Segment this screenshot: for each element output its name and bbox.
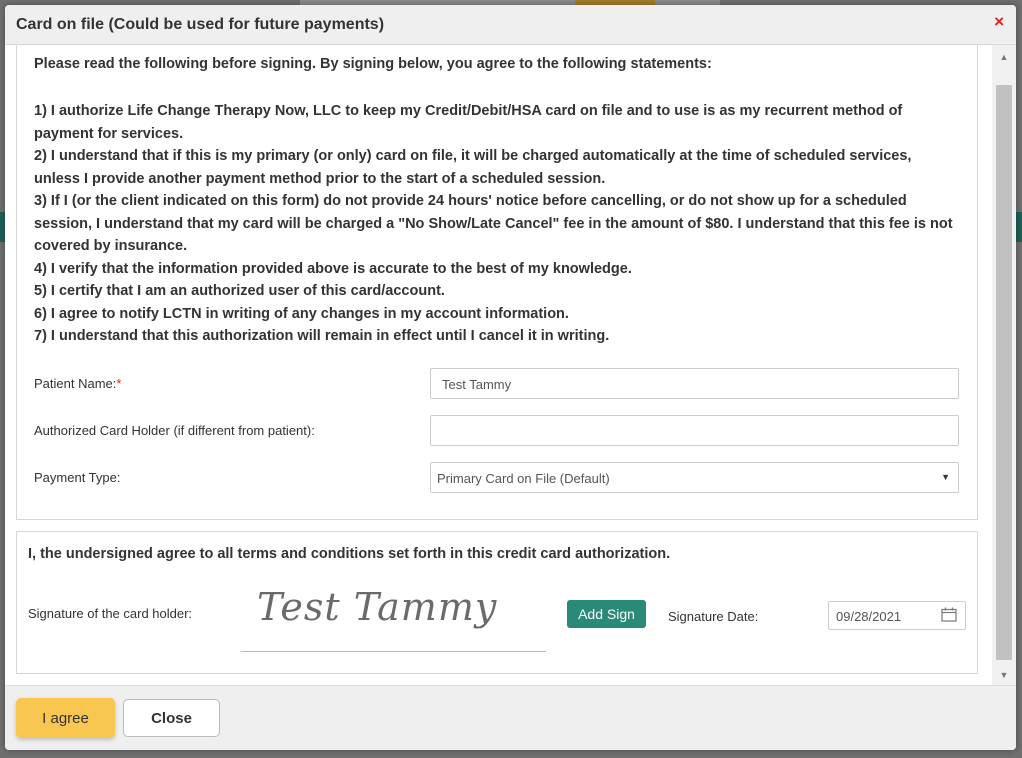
modal-header <box>5 5 1016 45</box>
signature-date-input[interactable] <box>828 601 966 630</box>
close-button[interactable]: Close <box>123 699 220 737</box>
add-sign-button[interactable]: Add Sign <box>567 600 646 628</box>
i-agree-button[interactable]: I agree <box>16 698 115 738</box>
payment-type-select[interactable] <box>430 462 959 493</box>
terms-and-form-panel <box>16 45 978 520</box>
calendar-icon[interactable] <box>941 607 957 625</box>
agreement-text: I, the undersigned agree to all terms and conditions set forth in this credit card authorization. <box>28 546 671 562</box>
patient-name-label-text: Patient Name: <box>34 376 117 391</box>
terms-item: 7) I understand that this authorization will remain in effect until I cancel it in writing. <box>34 328 610 344</box>
payment-type-value: Primary Card on File (Default) <box>437 471 610 486</box>
scrollbar-thumb[interactable] <box>996 85 1012 660</box>
signature-date-label: Signature Date: <box>668 609 759 624</box>
background-page-band-right <box>1016 212 1022 242</box>
terms-list <box>34 100 959 348</box>
scroll-down-icon[interactable]: ▼ <box>999 670 1009 680</box>
card-on-file-modal <box>5 5 1016 750</box>
signature-label: Signature of the card holder: <box>28 606 193 621</box>
terms-item: 3) If I (or the client indicated on this form) do not provide 24 hours' notice before cancelling, or do not show up for a scheduled session, I understand that my card will be charged a "No Show/Late Cancel" fee in the amount of $80. I understand that this fee is not covered by insurance. <box>34 193 953 254</box>
signature-date-value: 09/28/2021 <box>836 609 902 624</box>
modal-title: Card on file (Could be used for future payments) <box>16 16 385 33</box>
close-icon[interactable]: × <box>994 12 1004 31</box>
patient-name-input[interactable] <box>430 368 959 399</box>
patient-name-value: Test Tammy <box>442 377 512 392</box>
payment-type-label: Payment Type: <box>34 470 121 485</box>
required-mark: * <box>116 376 122 391</box>
card-holder-label: Authorized Card Holder (if different from patient): <box>34 423 315 438</box>
signature-handwriting: Test Tammy <box>257 585 498 629</box>
terms-item: 6) I agree to notify LCTN in writing of any changes in my account information. <box>34 305 569 322</box>
terms-item: 1) I authorize Life Change Therapy Now, LLC to keep my Credit/Debit/HSA card on file and to use is as my recurrent method of payment for services. <box>34 103 903 142</box>
patient-name-label <box>34 376 121 391</box>
terms-item: 2) I understand that if this is my primary (or only) card on file, it will be charged automatically at the time of scheduled services, unless I provide another payment method prior to the start of a scheduled session. <box>34 148 912 187</box>
vertical-scrollbar[interactable] <box>992 45 1016 685</box>
terms-intro: Please read the following before signing. By signing below, you agree to the following statements: <box>34 56 712 72</box>
chevron-down-icon: ▼ <box>941 472 950 482</box>
signature-panel <box>16 531 978 674</box>
card-holder-input[interactable] <box>430 415 959 446</box>
scroll-up-icon[interactable]: ▲ <box>999 52 1009 62</box>
modal-footer <box>5 685 1016 750</box>
signature-pad[interactable] <box>241 579 546 652</box>
terms-item: 4) I verify that the information provided above is accurate to the best of my knowledge. <box>34 260 632 277</box>
modal-body[interactable] <box>5 45 992 685</box>
terms-item: 5) I certify that I am an authorized user of this card/account. <box>34 283 445 299</box>
